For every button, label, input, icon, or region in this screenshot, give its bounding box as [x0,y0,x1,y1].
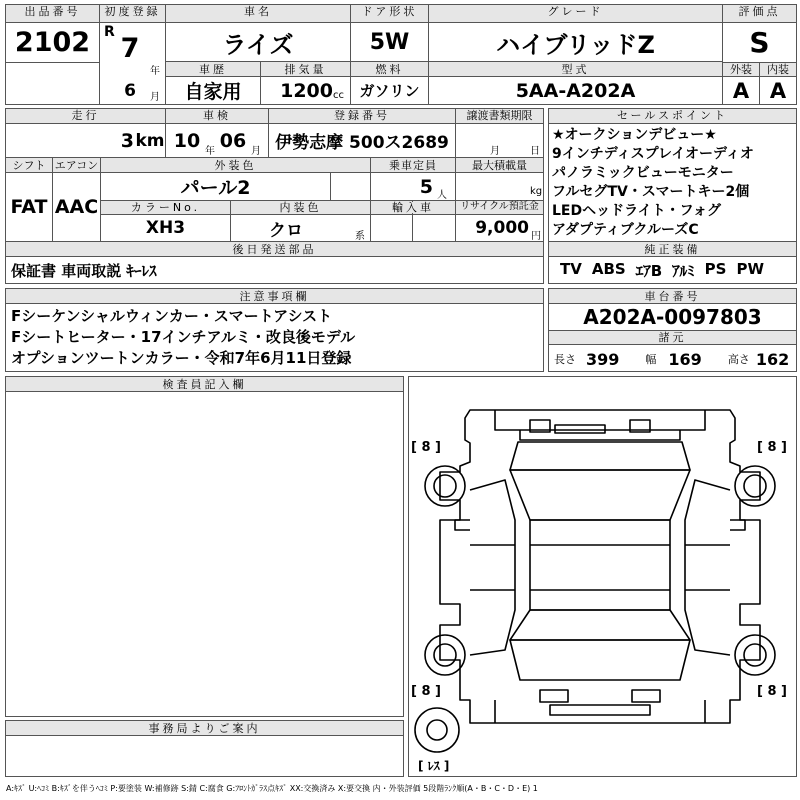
width-value: 169 [668,349,702,369]
grade: ハイブリッドZ [496,30,655,59]
history: 自家用 [184,81,242,103]
interior-color: クロ [269,220,303,241]
recycle-deposit: 9,000 [475,218,529,238]
inspection-year-unit: 年 [205,146,215,157]
recycle-deposit-unit: 円 [531,231,541,242]
notes-label: 注意事項欄 [6,291,543,302]
lot-number: 2102 [14,27,91,58]
note-line: Fシーケンシャルウィンカー・スマートアシスト [11,307,333,325]
specs-row [554,348,794,370]
displacement-label: 排気量 [261,64,350,75]
sales-point: ★オークションデビュー★ [552,127,717,143]
transfer-day-unit: 日 [530,146,540,157]
aircon: AAC [54,196,99,218]
specs-label: 諸元 [549,332,796,343]
transfer-month-unit: 月 [490,146,500,157]
shift: FAT [10,196,48,218]
equipment-item: ｱﾙﾐ [672,262,695,280]
equipment-label: 純正装備 [549,244,796,255]
capacity-unit: 人 [437,190,447,201]
equipment-list [560,260,794,281]
first-registration-label: 初度登録 [100,6,165,17]
legend-footer: A:ｷｽﾞ U:ﾍｺﾐ B:ｷｽﾞを伴うﾍｺﾐ P:要塗装 W:補修跡 S:錆 C:腐食 G:ﾌﾛﾝﾄｶﾞﾗｽ点ｷｽﾞ XX:交換済み X:要交換 内・外装評価 5段階ﾗﾝｸ順(A・B・C・D・E) 1 [6,784,538,793]
length-label: 長さ [554,353,576,366]
inspection-month: 06 [219,129,247,152]
exterior-grade: A [732,78,750,103]
sales-point: パノラミックビューモニター [552,165,734,181]
car-damage-diagram [409,377,797,777]
equipment-item: ｴｱB [635,262,663,280]
month-unit: 月 [150,92,160,103]
recycle-deposit-label: リサイクル預託金 [456,202,543,212]
notes-list [11,306,541,369]
height-label: 高さ [727,353,750,366]
first-registration-year: 7 [120,32,140,64]
plate-label: 登録番号 [269,110,455,121]
year-unit: 年 [150,66,160,77]
tire-front-left-tread: [ 8 ] [411,440,441,455]
car-name-label: 車名 [166,6,350,17]
note-line: Fシートヒーター・17インチアルミ・改良後モデル [11,328,356,346]
sales-point: 9インチディスプレイオーディオ [552,146,754,162]
max-load-label: 最大積載量 [456,160,543,171]
chassis-label: 車台番号 [549,291,796,302]
tire-rear-left-tread: [ 8 ] [411,684,441,699]
note-line: オプションツートンカラー・令和7年6月11日登録 [11,349,352,367]
sales-point: アダプティブクルーズC [552,222,699,238]
interior-color-suffix: 系 [355,231,365,242]
height-value: 162 [755,349,790,369]
equipment-item: PW [736,260,764,278]
score: S [749,26,770,59]
spare-tire-status: [ ﾚｽ ] [418,759,450,773]
import-label: 輸入車 [371,202,455,213]
width-label: 幅 [645,353,657,366]
door-type-label: ドア形状 [351,6,428,17]
interior-color-label: 内装色 [231,202,370,213]
tire-front-right-tread: [ 8 ] [757,440,787,455]
exterior-grade-label: 外装 [723,64,759,75]
inspection-month-unit: 月 [251,146,261,157]
max-load-unit: kg [530,186,543,197]
aircon-label: エアコン [54,159,99,172]
plate-number: 伊勢志摩 500ス2689 [275,133,449,153]
fuel-label: 燃料 [351,64,428,75]
grade-label: グレード [429,6,722,17]
capacity: 5 [419,175,433,198]
tire-rear-right-tread: [ 8 ] [757,684,787,699]
score-label: 評価点 [723,6,796,17]
chassis-number: A202A-0097803 [583,305,762,329]
door-type: 5W [369,29,410,55]
length-value: 399 [586,349,620,369]
mileage-label: 走行 [6,110,165,121]
sales-points-label: セールスポイント [549,110,796,121]
equipment-item: ABS [591,260,626,278]
mileage-unit: km [135,130,165,151]
equipment-item: PS [704,260,727,278]
era-mark: R [104,24,115,40]
model-label: 型式 [429,64,722,75]
transfer-deadline-label: 譲渡書類期限 [456,110,543,121]
fuel: ガソリン [359,82,420,100]
capacity-label: 乗車定員 [371,160,455,171]
car-name: ライズ [222,30,294,59]
color-number: XH3 [145,218,186,238]
shift-label: シフト [6,160,52,171]
model-code: 5AA-A202A [515,79,636,102]
sales-point: フルセグTV・スマートキー2個 [552,184,750,200]
sales-point: LEDヘッドライト・フォグ [552,203,721,219]
exterior-color-label: 外装色 [101,160,370,171]
equipment-item: TV [560,260,582,278]
color-number-label: カラーNo. [101,202,230,213]
exterior-color: パール2 [180,177,251,199]
first-registration-month: 6 [124,81,136,101]
interior-grade-label: 内装 [760,64,796,75]
lot-number-label: 出品番号 [6,6,99,17]
office-notice-label: 事務局よりご案内 [6,723,403,734]
mileage: 3 [120,129,134,152]
displacement: 1200 [280,79,333,102]
displacement-unit: cc [333,90,344,101]
sales-points-list [552,126,794,240]
inspection-year: 10 [173,129,201,152]
history-label: 車歴 [166,64,260,75]
later-shipment-items: 保証書 車両取説 ｷｰﾚｽ [11,262,157,280]
later-shipment-label: 後日発送部品 [6,244,543,255]
inspector-notes-label: 検査員記入欄 [6,379,403,390]
inspection-label: 車検 [166,110,268,121]
interior-grade: A [769,78,787,103]
